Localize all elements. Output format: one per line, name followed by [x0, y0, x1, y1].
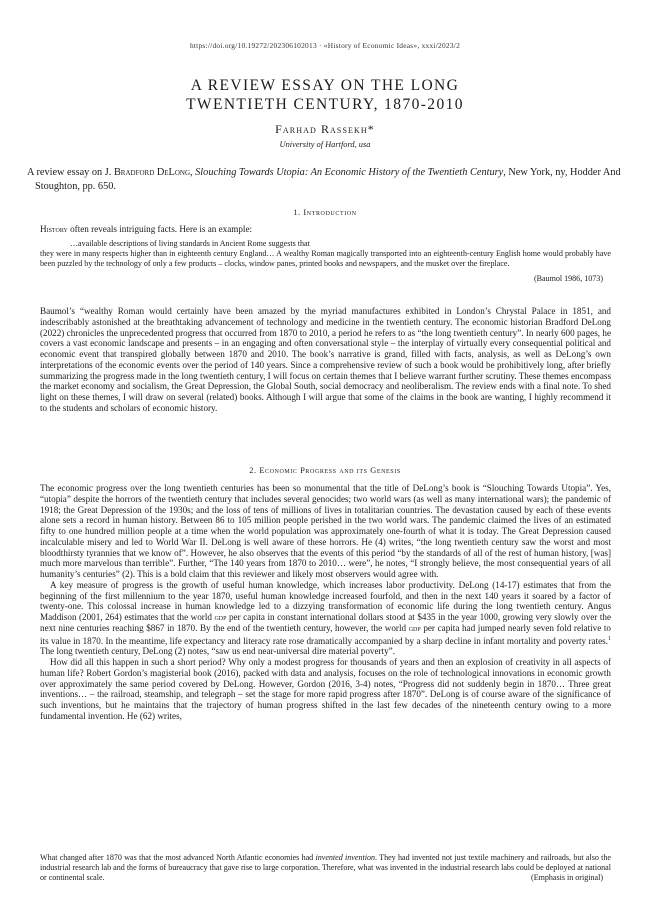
footnote-ref-1: 1 [608, 635, 611, 642]
title-line-1: A REVIEW ESSAY ON THE LONG [190, 77, 460, 94]
author-affiliation: University of Hartford, usa [279, 140, 371, 149]
article-title [0, 76, 650, 114]
section-two-body [40, 483, 611, 722]
quote-text: they were in many respects higher than in eighteenth century England… A wealthy Roman magically transported into an eighteenth-century English home would probably have been puzzled by the technology of only a few products – clocks, window panes, printed books and newspapers, and the musket over the fireplace. [40, 248, 611, 268]
intro-line: History often reveals intriguing facts. Here is an example: [40, 224, 253, 234]
block-quote-baumol [40, 239, 611, 284]
review-reference: A review essay on J. Bradford DeLong, Slouching Towards Utopia: An Economic History of the Twentieth Century, New York, ny, Hodder And Stoughton, pp. 650. [27, 167, 621, 192]
author-footnote-mark: * [367, 122, 375, 136]
intro-lead-word: History [40, 224, 68, 234]
reviewed-book-title: Slouching Towards Utopia: An Economic History of the Twentieth Century [195, 167, 504, 178]
quote-citation: (Emphasis in original) [531, 872, 603, 882]
author-name [0, 122, 650, 137]
running-head: https://doi.org/10.19272/202306102013 · «History of Economic Ideas», xxxi/2023/2 [189, 41, 461, 50]
block-quote-delong [40, 853, 611, 883]
section-heading-introduction: 1. Introduction [293, 208, 357, 217]
section-heading-economic-progress: 2. Economic Progress and its Genesis [249, 466, 401, 475]
title-line-2: TWENTIETH CENTURY, 1870-2010 [186, 96, 464, 113]
paragraph-inventions: How did all this happen in such a short period? Why only a modest progress for thousands of years and then an explosion of creativity in all aspects of human life? Robert Gordon’s magisterial book (2016), packed with data and analysis, focuses on the role of technological innovations in economic growth over approximately the same period covered by DeLong. However, Gordon (2016, 3-4) notes, “Progress did not suddenly begin in 1870… Three great inventions… – the railroad, steamship, and telegraph – set the stage for more rapid progress after 1870”. DeLong is of course aware of the significance of such inventions, but he maintains that the trajectory of human progress shifted in the last few decades of the nineteenth century owing to a more fundamental invention. He (62) writes, [40, 657, 611, 721]
paragraph-knowledge: A key measure of progress is the growth of useful human knowledge, which increases labor productivity. DeLong (14-17) estimates that from the beginning of the first millennium to the year 1870, useful human knowledge increased fourfold, and then in the next 140 years it soared by a factor of twenty-one. This colossal increase in human knowledge led to a dizzying transformation of economic life during the long twentieth century. Angus Maddison (2001, 264) estimates that the world gdp per capita in constant international dollars stood at $435 in the year 1000, growing very slowly over the next nine centuries reaching $867 in 1870. By the end of the twentieth century, however, the world gdp per capita had jumped nearly seven fold relative to its value in 1870. In the meantime, life expectancy and literacy rate rose dramatically accompanied by a sharp decline in infant mortality and poverty rates.$^1$ The long twentieth century, DeLong (2) notes, “saw us end near-universal dire material poverty”. [40, 579, 612, 657]
paragraph-progress: The economic progress over the long twentieth centuries has been so monumental that the title of DeLong’s book is “Slouching Towards Utopia”. Yes, “utopia” despite the horrors of the twentieth century that includes several genocides; two world wars (as well as many international wars); the pandemic of 1918; the Great Depression of the 1930s; and the loss of tens of millions of lives in totalitarian countries. The devastation caused by each of these events alone sets a record in human history. Between 86 to 105 million people perished in the two world wars. The pandemic claimed the lives of an estimated fifty to one hundred million people at a time when the world population was approximately one-fourth of what it is today. The Great Depression caused incalculable misery and led to World War II. DeLong is well aware of these horrors. He (4) writes, “the long twentieth century saw the worst and most bloodthirsty tyrannies that we know of”. However, he also observes that the events of this period “by the standards of all of the rest of human history, [was] much more marvelous than terrible”. Further, “The 140 years from 1870 to 2010… were”, he notes, “I strongly believe, the most consequential years of all humanity’s centuries” (2). This is a bold claim that this reviewer and likely most observers would agree with. [40, 483, 611, 579]
quote-citation: (Baumol 1986, 1073) [533, 273, 603, 283]
author-name-text: Farhad Rassekh [275, 122, 368, 136]
publication-details: , New York, ny, Hodder And Stoughton, pp. 650. [35, 167, 621, 192]
quote-text: What changed after 1870 was that the most advanced North Atlantic economies had invented invention. They had invented not just textile machinery and railroads, but also the industrial research lab and the forms of bureaucracy that gave rise to large corporation. Therefore, what was invented in the industrial research labs could be deployed at national or continental scale. [40, 853, 611, 882]
paragraph-intro: Baumol’s “wealthy Roman would certainly have been amazed by the myriad manufactures exhibited in London’s Chrystal Palace in 1851, and indescribably astonished at the breathtaking advancement of technology and medicine in the twentieth century. The economic historian Bradford DeLong (2022) chronicles the unprecedented progress that occurred from 1870 to 2010, a period he refers to as “the long twentieth century”. In nearly 600 pages, he covers a vast economic landscape and presents – in an engaging and often conversational style – the interplay of virtually every consequential political and economic event that transpired globally between 1870 and 2010. The book’s narrative is grand, filled with facts, analysis, as well as DeLong’s own interpretations of the economic events over the period of 140 years. Since a comprehensive review of such a book would be prohibitively long, after briefly summarizing the progress made in the long twentieth century, I will focus on certain themes that I believe warrant further scrutiny. These themes encompass the market economy and socialism, the Great Depression, the Global South, social democracy and neoliberalism. The review ends with a final note. To shed light on these themes, I will draw on several (related) books. Although I will argue that some of the claims in the book are wanting, I highly recommend it to the students and scholars of economic history. [40, 306, 611, 413]
reviewed-author: Bradford DeLong [113, 167, 190, 178]
quote-first-line: …available descriptions of living standards in Ancient Rome suggests that [70, 239, 310, 248]
